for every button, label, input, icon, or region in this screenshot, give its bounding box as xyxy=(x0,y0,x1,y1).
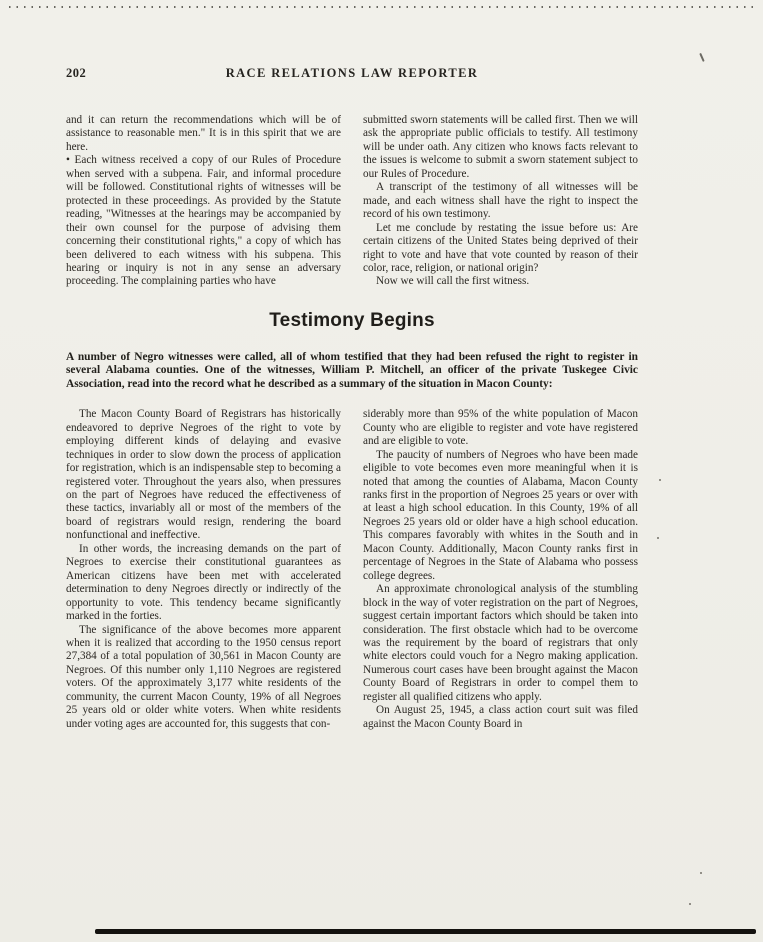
scan-artifact xyxy=(657,537,659,539)
page-number: 202 xyxy=(66,66,87,80)
paragraph: and it can return the recommendations which will be of assistance to reasonable men." It is in this spirit that we are here. xyxy=(66,114,341,153)
paragraph: siderably more than 95% of the white population of Macon County who are eligible to register and vote have registered and are eligible to vote. xyxy=(363,408,638,448)
scan-artifact xyxy=(689,903,691,905)
scan-artifact xyxy=(699,53,704,62)
page-content xyxy=(66,66,638,731)
bottom-rule xyxy=(95,929,756,934)
paragraph: The significance of the above becomes more apparent when it is realized that according to the 1950 census report 27,384 of a total population of 30,561 in Macon County are Negroes. Of this number only 1,110 Negroes are registered voters. Of the approximately 3,177 white residents of the community, the current Macon County, 19% of all Negroes 25 years old or older white voters. When white residents under voting ages are accounted for, this suggests that con- xyxy=(66,623,341,730)
scan-artifact xyxy=(659,479,661,481)
paragraph: Let me conclude by restating the issue before us: Are certain citizens of the United States being deprived of their right to vote and have that vote counted by reason of their color, race, religion, or national origin? xyxy=(363,221,638,274)
opening-statement-section xyxy=(66,114,638,289)
paragraph: On August 25, 1945, a class action court suit was filed against the Macon County Board in xyxy=(363,704,638,730)
paragraph: • Each witness received a copy of our Rules of Procedure when served with a subpena. Fair, and informal procedure will be followed. Constitutional rights of witnesses will be protected in these proceedings. As provided by the Statute reading, "Witnesses at the hearings may be accompanied by their own counsel for the purpose of advising them concerning their constitutional rights," a copy of which has been delivered to each witness with his subpena. This hearing or inquiry is not in any sense an adversary proceeding. The complaining parties who have xyxy=(66,154,341,288)
scan-edge-dotted-line xyxy=(9,6,755,8)
editorial-intro-paragraph: A number of Negro witnesses were called, all of whom testified that they had been refused the right to register in several Alabama counties. One of the witnesses, William P. Mitchell, an officer of the private Tuskegee Civic Association, read into the record what he described as a summary of the situation in Macon County: xyxy=(66,350,638,390)
page-header xyxy=(66,66,638,82)
running-head-title: RACE RELATIONS LAW REPORTER xyxy=(225,66,479,80)
paragraph: submitted sworn statements will be called first. Then we will ask the appropriate public officials to testify. All testimony will be under oath. Any citizen who knows facts relevant to the issues is welcome to submit a sworn statement subject to our Rules of Procedure. xyxy=(363,114,638,180)
testimony-body-section xyxy=(66,408,638,731)
left-column xyxy=(66,408,341,731)
paragraph: Now we will call the first witness. xyxy=(376,275,530,288)
right-column xyxy=(363,114,638,289)
paragraph: The Macon County Board of Registrars has historically endeavored to deprive Negroes of the right to vote by employing different kinds of delaying and evasive techniques in order to slow down the process of application for registration, which is an indispensable step to becoming a registered voter. Throughout the years also, when pressures on the part of Negroes have reduced the effectiveness of these tactics, invariably all or most of the members of the board of registrars would resign, rendering the board nonfunctional and ineffective. xyxy=(66,408,341,542)
paragraph: A transcript of the testimony of all witnesses will be made, and each witness shall have the right to inspect the record of his own testimony. xyxy=(363,181,638,221)
paragraph: The paucity of numbers of Negroes who have been made eligible to vote becomes even more meaningful when it is noted that among the counties of Alabama, Macon County ranks first in the proportion of Negroes 25 years or over with at least a high school education. In this County, 19% of all Negroes 25 years old or older have a high school education. This compares favorably with whites in the South and in Macon County. Additionally, Macon County ranks first in percentage of Negroes in the State of Alabama who possess college degrees. xyxy=(363,448,638,582)
scan-artifact xyxy=(700,872,702,874)
paragraph: In other words, the increasing demands on the part of Negroes to exercise their constitutional guarantees as American citizens have been met with accelerated determination to deny Negroes directly or indirectly of the opportunity to vote. This tendency became significantly marked in the forties. xyxy=(66,542,341,623)
right-column xyxy=(363,408,638,731)
section-heading: Testimony Begins xyxy=(269,309,435,331)
left-column xyxy=(66,114,341,289)
paragraph: An approximate chronological analysis of the stumbling block in the way of voter registration on the part of Negroes, suggest certain important factors which should be taken into consideration. The first obstacle which had to be overcome was the requirement by the board of registrars that only white electors could vouch for a Negro making application. Numerous court cases have been brought against the Macon County Board of Registrars in order to compel them to register all qualified citizens who apply. xyxy=(363,583,638,703)
